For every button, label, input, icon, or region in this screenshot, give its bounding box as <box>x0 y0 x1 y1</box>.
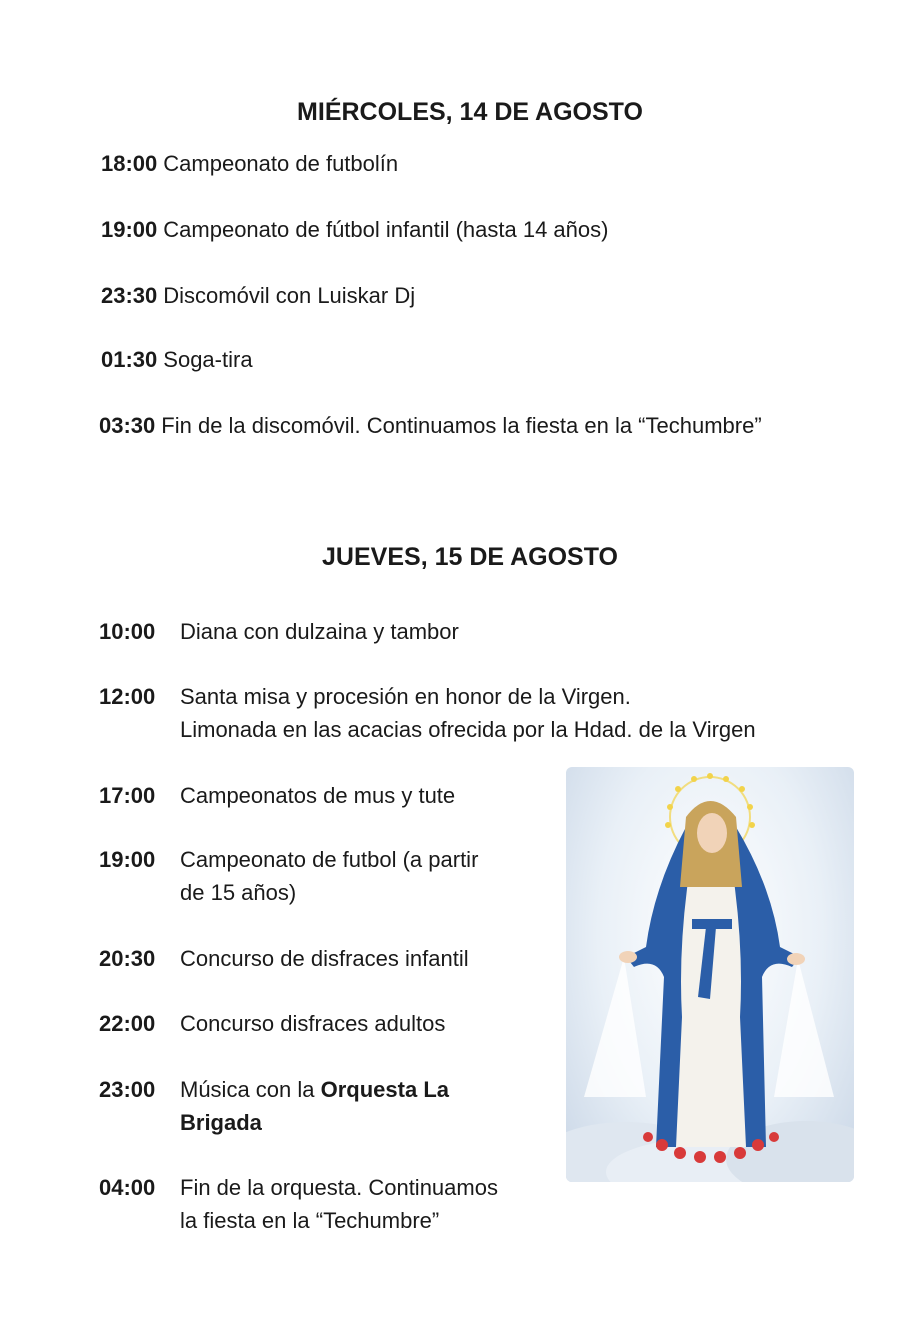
event-text: Concurso de disfraces infantil <box>180 946 469 971</box>
event-text-line: de 15 años) <box>180 880 297 905</box>
event-text-line <box>180 1073 540 1106</box>
event-time: 01:30 <box>101 347 158 372</box>
event-text: Concurso disfraces adultos <box>180 1011 446 1036</box>
event-text <box>180 843 540 909</box>
virgin-mary-image <box>566 767 854 1182</box>
event-time: 23:00 <box>99 1077 156 1102</box>
event-text-line: Santa misa y procesión en honor de la Virgen. <box>180 684 631 709</box>
event-row <box>101 147 398 180</box>
event-text: Campeonato de fútbol infantil (hasta 14 años) <box>163 217 609 242</box>
day-title-wednesday: MIÉRCOLES, 14 DE AGOSTO <box>297 98 643 126</box>
event-time: 19:00 <box>101 217 158 242</box>
event-time: 19:00 <box>99 847 156 872</box>
orchestra-name-cont: Brigada <box>180 1110 262 1135</box>
event-text-line <box>180 1106 540 1139</box>
event-time: 03:30 <box>99 413 156 438</box>
event-row <box>101 279 415 312</box>
event-text: Soga-tira <box>163 347 253 372</box>
event-time: 04:00 <box>99 1175 156 1200</box>
event-text: Campeonato de futbolín <box>163 151 399 176</box>
event-text-line: Campeonato de futbol (a partir <box>180 847 479 872</box>
event-time: 22:00 <box>99 1011 156 1036</box>
event-text-line: Fin de la orquesta. Continuamos <box>180 1175 498 1200</box>
event-text: Fin de la discomóvil. Continuamos la fiesta en la “Techumbre” <box>161 413 762 438</box>
event-text <box>180 1073 540 1139</box>
event-text-line: la fiesta en la “Techumbre” <box>180 1208 440 1233</box>
event-time: 10:00 <box>99 619 156 644</box>
event-text-line: Limonada en las acacias ofrecida por la Hdad. de la Virgen <box>180 717 756 742</box>
event-row <box>101 343 253 376</box>
event-text: Campeonatos de mus y tute <box>180 783 456 808</box>
event-row <box>99 615 859 685</box>
event-time: 12:00 <box>99 684 156 709</box>
event-text: Diana con dulzaina y tambor <box>180 619 459 644</box>
event-time: 17:00 <box>99 783 156 808</box>
orchestra-name: Orquesta La <box>320 1077 449 1102</box>
event-row <box>99 680 859 750</box>
event-time: 23:30 <box>101 283 158 308</box>
event-text: Discomóvil con Luiskar Dj <box>163 283 416 308</box>
event-time: 18:00 <box>101 151 158 176</box>
event-text-prefix: Música con la <box>180 1077 321 1102</box>
event-row <box>99 409 762 442</box>
event-row <box>101 213 608 246</box>
event-text <box>180 680 756 746</box>
day-title-thursday: JUEVES, 15 DE AGOSTO <box>322 543 618 571</box>
event-time: 20:30 <box>99 946 156 971</box>
event-text <box>180 1171 540 1237</box>
virgin-mary-icon <box>566 767 854 1182</box>
